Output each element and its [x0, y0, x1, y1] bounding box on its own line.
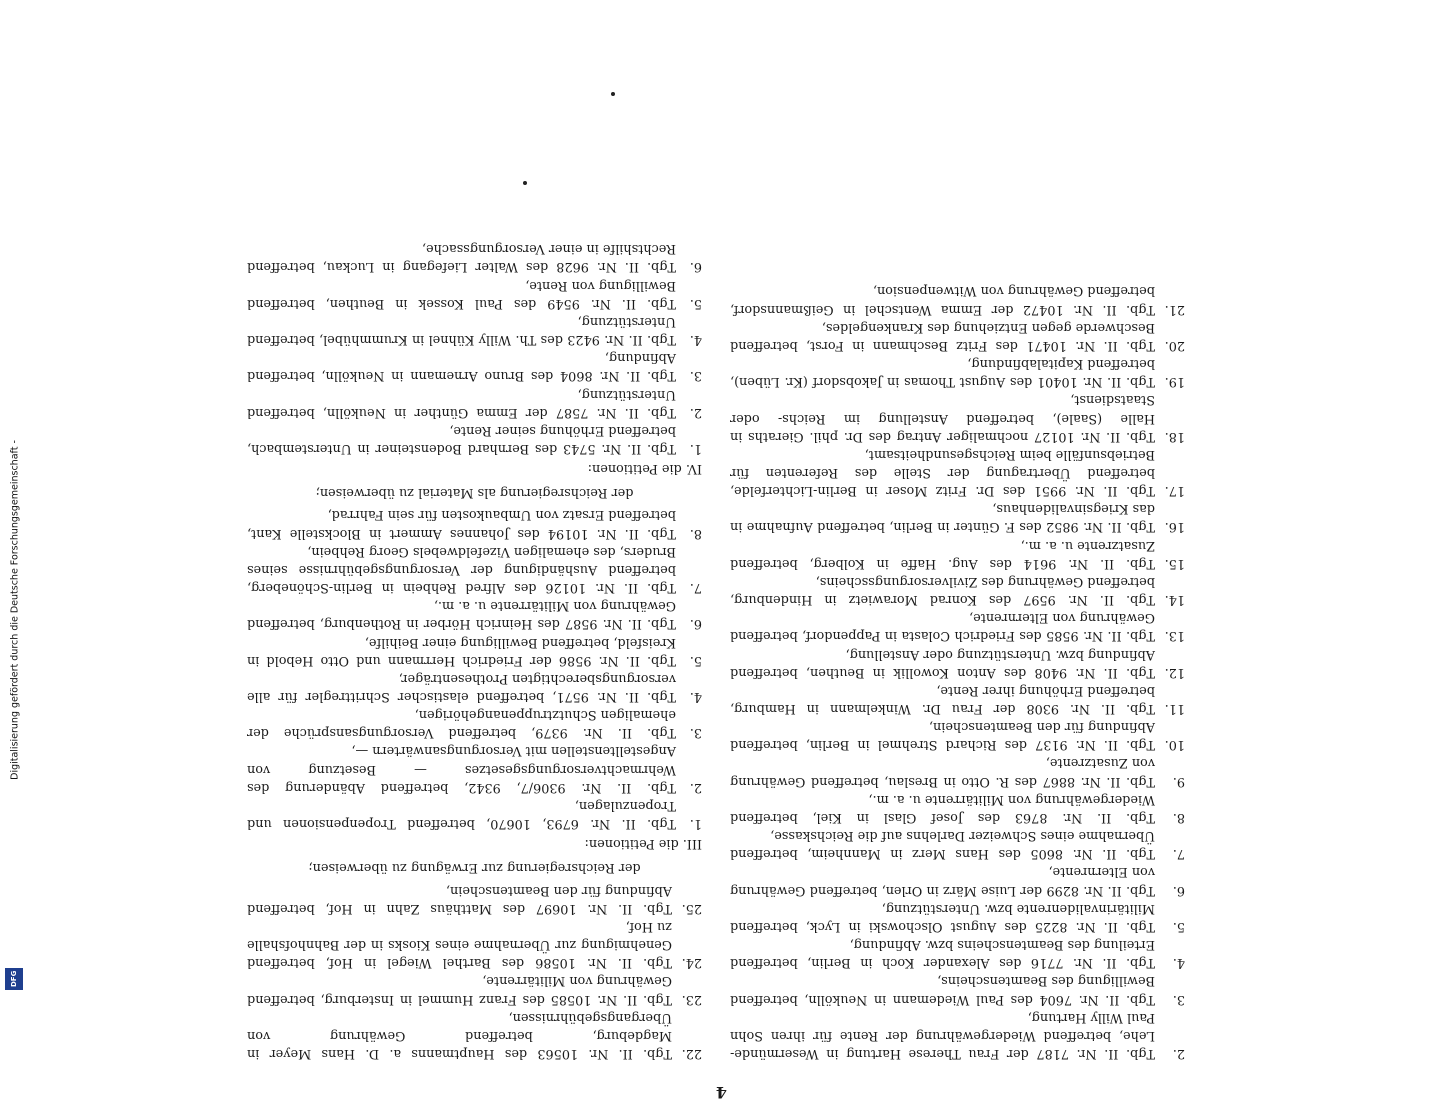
entry-text: Tgb. II. Nr. 9852 des F. Günter in Berlin, betreffend Aufnahme in das Kriegsinvalidenhaus, — [730, 501, 1155, 535]
entry-text: Tgb. II. Nr. 9628 des Walter Liefegang in Luckau, betreffend Rechtshilfe in einer Versorgungssache, — [247, 241, 676, 275]
entry-number: 19. — [1164, 374, 1185, 390]
right-column — [247, 239, 702, 1062]
petition-entry — [247, 632, 702, 668]
petition-entry — [247, 542, 702, 596]
entry-number: 22. — [681, 1046, 702, 1061]
digitization-footer — [1, 0, 29, 1000]
entry-text: Tgb. II. Nr. 10126 des Alfred Rehbein in Berlin-Schöneberg, betreffend Aushändigung der Versorgungsgebührnisse seines Bruders, des ehemaligen Vizefeldwebels Georg Rehbein, — [247, 543, 676, 596]
entry-text: Tgb. II. Nr. 9423 des Th. Willy Kühnel in Krummhübel, betreffend Unterstützung, — [247, 313, 676, 348]
petition-entry — [730, 862, 1185, 898]
petition-entry — [247, 348, 702, 384]
entry-number: 2. — [689, 404, 702, 420]
petition-entry — [730, 535, 1185, 571]
entry-number: 9. — [1172, 773, 1185, 789]
entry-number: 4. — [689, 332, 702, 348]
petition-entry — [247, 796, 702, 832]
petition-entry — [247, 421, 702, 457]
entry-number: 2. — [1172, 1046, 1185, 1061]
entry-text: Tgb. II. Nr. 9379, betreffend Versorgungsansprüche der ehemaligen Schutztruppenangehörigen, — [247, 707, 676, 741]
entry-text: Tgb. II. Nr. 7587 der Emma Günther in Neukölln, betreffend Unterstützung, — [247, 386, 676, 420]
entry-number: 6. — [689, 616, 702, 632]
left-column — [730, 281, 1185, 1062]
entry-text: Tgb. II. Nr. 9308 der Frau Dr. Winkelmann in Hamburg, betreffend Erhöhung ihrer Rente, — [730, 682, 1155, 717]
entry-number: 4. — [689, 689, 702, 705]
entry-number: 12. — [1164, 664, 1185, 680]
entry-text: Tgb. II. Nr. 9306/7, 9342, betreffend Abänderung des Wehrmachtversorgungsgesetzes — Besetzung von Angestelltenstellen mit Versorgungsanwärtern —, — [247, 743, 676, 795]
entry-number: 24. — [681, 955, 702, 971]
entry-text: Tgb. II. Nr. 10585 des Franz Hummel in Insterburg, betreffend Gewährung von Militärrente, — [247, 973, 672, 1007]
petition-entry — [247, 1008, 702, 1062]
funding-credit: Digitalisierung gefördert durch die Deutsche Forschungsgemeinschaft - — [9, 440, 21, 780]
petition-list-III — [247, 505, 702, 832]
petition-entry — [247, 669, 702, 705]
entry-number: 1. — [689, 441, 702, 456]
petition-entry — [247, 596, 702, 632]
entry-number: 5. — [689, 295, 702, 311]
entry-number: 5. — [689, 652, 702, 668]
entry-number: 13. — [1164, 628, 1185, 644]
petition-entry — [730, 644, 1185, 680]
entry-number: 20. — [1164, 337, 1185, 353]
scan-speck — [611, 92, 615, 96]
entry-text: Tgb. II. Nr. 7716 des Alexander Koch in Berlin, betreffend Erteilung des Beamtenscheins bzw. Abfindung, — [730, 937, 1155, 971]
referral-note-consideration: der Reichsregierung zur Erwägung zu überweisen; — [308, 860, 641, 876]
entry-text: Tgb. II. Nr. 9137 des Richard Strehmel in Berlin, betreffend Abfindung für den Beamtenschein, — [730, 719, 1155, 753]
petition-entry — [730, 971, 1185, 1007]
petition-entry — [247, 917, 702, 971]
entry-text: Tgb. II. Nr. 8867 des R. Otto in Breslau, betreffend Gewährung von Zusatzrente, — [730, 755, 1155, 789]
section-heading-IV: IV. die Petitionen: — [587, 461, 702, 477]
entry-number: 6. — [689, 259, 702, 275]
entry-text: Tgb. II. Nr. 9586 der Friedrich Herrmann und Otto Hebold in Kreisfeld, betreffend Bewilligung einer Beihilfe, — [247, 634, 676, 668]
entry-number: 5. — [1172, 918, 1185, 934]
entry-text: Tgb. II. Nr. 9585 des Friedrich Colasta in Pappendorf, betreffend Gewährung von Elternrente, — [730, 610, 1155, 644]
petition-entry — [730, 790, 1185, 826]
entry-number: 14. — [1164, 592, 1185, 608]
entry-number: 17. — [1164, 483, 1185, 499]
entry-text: Tgb. II. Nr. 10471 des Fritz Beschmann in Forst, betreffend Beschwerde gegen Entziehung des Krankengeldes, — [730, 319, 1155, 353]
petition-entry — [730, 608, 1185, 644]
petition-entry — [730, 717, 1185, 753]
entry-number: 8. — [689, 525, 702, 541]
entry-text: Tgb. II. Nr. 9549 des Paul Kossek in Beuthen, betreffend Bewilligung von Rente, — [247, 277, 676, 311]
petition-list-IV — [247, 239, 702, 457]
entry-number: 4. — [1172, 955, 1185, 971]
dfg-logo-icon: DFG — [5, 968, 23, 990]
entry-number: 3. — [1172, 991, 1185, 1007]
petition-entry — [247, 880, 702, 916]
entry-number: 1. — [689, 816, 702, 832]
entry-number: 6. — [1172, 882, 1185, 898]
entry-number: 18. — [1164, 428, 1185, 444]
entry-number: 21. — [1164, 301, 1185, 317]
entry-text: Tgb. II. Nr. 9587 des Heinrich Hörber in Rothenburg, betreffend Gewährung von Militärrente u. a. m., — [247, 598, 676, 632]
section-heading-III: III. die Petitionen: — [584, 836, 702, 852]
petition-entry — [730, 318, 1185, 354]
petition-entry — [247, 705, 702, 741]
petition-entry — [247, 505, 702, 541]
entry-text: Tgb. II. Nr. 10697 des Matthäus Zahn in Hof, betreffend Abfindung für den Beamtenschein, — [247, 882, 672, 916]
petition-entry — [730, 390, 1185, 444]
petition-entry — [730, 826, 1185, 862]
entry-number: 11. — [1164, 701, 1185, 717]
petition-entry — [730, 572, 1185, 608]
entry-number: 8. — [1172, 809, 1185, 825]
petition-entry — [730, 935, 1185, 971]
entry-text: Tgb. II. Nr. 8604 des Bruno Arnemann in Neukölln, betreffend Abfindung, — [247, 350, 676, 384]
entry-text: Tgb. II. Nr. 10563 des Hauptmanns a. D. Hans Meyer in Magdeburg, betreffend Gewährung von Übergangsgebührnissen, — [247, 1009, 672, 1061]
entry-text: Tgb. II. Nr. 10127 nochmaliger Antrag des Dr. phil. Gieraths in Halle (Saale), betreffend Anstellung im Reichs- oder Staatsdienst, — [730, 392, 1155, 444]
entry-number: 10. — [1164, 737, 1185, 753]
petition-entry — [730, 354, 1185, 390]
petition-entry — [247, 971, 702, 1007]
petition-entry — [730, 753, 1185, 789]
petition-entry — [730, 445, 1185, 499]
petition-entry — [730, 281, 1185, 317]
petition-entry — [730, 499, 1185, 535]
entry-number: 15. — [1164, 555, 1185, 571]
scan-speck — [523, 181, 527, 185]
entry-text: Tgb. II. Nr. 5743 des Bernhard Bodensteiner in Unterstembach, betreffend Erhöhung seiner Rente, — [247, 422, 676, 456]
petition-entry — [247, 741, 702, 795]
entry-text: Tgb. II. Nr. 9951 des Dr. Fritz Moser in Berlin-Lichterfelde, betreffend Übertragung der Stelle des Referenten für Betriebsunfälle beim Reichsgesundheitsamt, — [730, 446, 1155, 499]
petition-entry — [730, 1008, 1185, 1062]
entry-text: Tgb. II. Nr. 9597 des Konrad Morawietz in Hindenburg, betreffend Gewährung des Zivilversorgungsscheins, — [730, 573, 1155, 608]
entry-text: Tgb. II. Nr. 10194 des Johannes Ammert in Blockstelle Kant, betreffend Ersatz von Umbaukosten für sein Fahrrad, — [247, 507, 676, 541]
entry-text: Tgb. II. Nr. 9571, betreffend elastischer Schrittregler für alle versorgungsberechtigten Prothesenträger, — [247, 670, 676, 705]
entry-text: Tgb. II. Nr. 10401 des August Thomas in Jakobsdorf (Kr. Lüben), betreffend Kapitalabfindung, — [730, 356, 1155, 390]
entry-number: 7. — [1172, 846, 1185, 862]
petition-entry — [247, 275, 702, 311]
entry-number: 16. — [1164, 519, 1185, 535]
entry-number: 7. — [689, 580, 702, 596]
entry-number: 2. — [689, 779, 702, 795]
petition-entry — [247, 239, 702, 275]
entry-text: Tgb. II. Nr. 8225 des August Olschowski in Lyck, betreffend Militärinvalidenrente bzw. Unterstützung, — [730, 900, 1155, 934]
entry-number: 25. — [681, 900, 702, 916]
document-page — [217, 0, 1217, 1110]
entry-text: Tgb. II. Nr. 8763 des Josef Glasl in Kiel, betreffend Wiedergewährung von Militärrente u. a. m., — [730, 791, 1155, 825]
entry-text: Tgb. II. Nr. 8605 des Hans Merz in Mannheim, betreffend Übernahme eines Schweizer Darlehns auf die Reichskasse, — [730, 828, 1155, 862]
entry-text: Tgb. II. Nr. 10472 der Emma Wentschel in Geißmannsdorf, betreffend Gewährung von Witwenpension, — [730, 283, 1155, 317]
entry-text: Tgb. II. Nr. 7187 der Frau Therese Hartung in Wesermünde-Lehe, betreffend Wiedergewährung der Rente für ihren Sohn Paul Willy Hartung, — [730, 1009, 1155, 1061]
referral-note-material: der Reichsregierung als Material zu überweisen; — [315, 485, 634, 501]
entry-text: Tgb. II. Nr. 7604 des Paul Wiedemann in Neukölln, betreffend Bewilligung des Beamtenscheins, — [730, 973, 1155, 1007]
petition-list-continued — [247, 880, 702, 1062]
entry-text: Tgb. II. Nr. 6793, 10670, betreffend Tropenpensionen und Tropenzulagen, — [247, 797, 676, 832]
petition-entry — [247, 312, 702, 348]
entry-number: 3. — [689, 725, 702, 741]
entry-text: Tgb. II. Nr. 10586 des Barthel Wiegel in Hof, betreffend Genehmigung zur Übernahme eines Kiosks in der Bahnhofshalle zu Hof, — [247, 918, 672, 971]
entry-text: Tgb. II. Nr. 9614 des Aug. Haffe in Kolberg, betreffend Zusatzrente u. a. m., — [730, 537, 1155, 571]
entry-text: Tgb. II. Nr. 8299 der Luise März in Orlen, betreffend Gewährung von Elternrente, — [730, 864, 1155, 898]
entry-number: 23. — [681, 991, 702, 1007]
entry-number: 3. — [689, 368, 702, 384]
rotated-page — [217, 0, 1217, 1110]
petition-entry — [730, 681, 1185, 717]
entry-text: Tgb. II. Nr. 9408 des Anton Kowollik in Beuthen, betreffend Abfindung bzw. Unterstützung oder Anstellung, — [730, 646, 1155, 680]
petition-entry — [247, 384, 702, 420]
petition-entry — [730, 899, 1185, 935]
page-number: 4 — [715, 1083, 727, 1102]
